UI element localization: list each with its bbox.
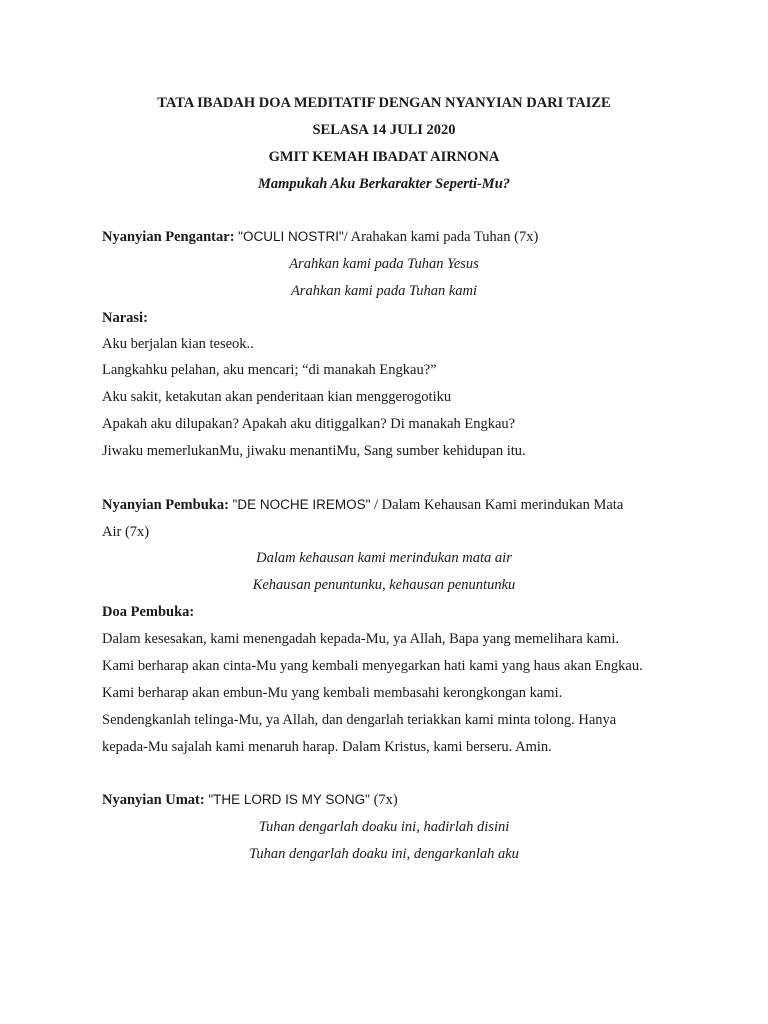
umat-lyric-line: Tuhan dengarlah doaku ini, hadirlah disini bbox=[258, 819, 510, 835]
pengantar-label: Nyanyian Pengantar: bbox=[102, 229, 235, 245]
pembuka-label: Nyanyian Pembuka: bbox=[102, 497, 229, 513]
pembuka-song-rest-continued: Air (7x) bbox=[102, 524, 150, 540]
pengantar-lyric-line: Arahkan kami pada Tuhan kami bbox=[290, 283, 478, 299]
umat-song-rest: (7x) bbox=[373, 792, 398, 808]
pengantar-song-title: "OCULI NOSTRI" bbox=[238, 229, 344, 244]
doa-label: Doa Pembuka: bbox=[102, 604, 195, 620]
pengantar-lyric-line: Arahkan kami pada Tuhan Yesus bbox=[289, 256, 479, 272]
narasi-line: Aku sakit, ketakutan akan penderitaan kian menggerogotiku bbox=[102, 389, 452, 405]
umat-song-title: "THE LORD IS MY SONG" bbox=[208, 792, 370, 807]
umat-label: Nyanyian Umat: bbox=[102, 792, 205, 808]
narasi-label: Narasi: bbox=[102, 310, 148, 326]
pembuka-heading bbox=[102, 496, 623, 514]
doa-line: Kami berharap akan embun-Mu yang kembali membasahi kerongkongan kami. bbox=[102, 685, 563, 701]
narasi-line: Apakah aku dilupakan? Apakah aku ditiggalkan? Di manakah Engkau? bbox=[102, 416, 516, 432]
doa-line: Sendengkanlah telinga-Mu, ya Allah, dan dengarlah teriakkan kami minta tolong. Hanya bbox=[102, 712, 617, 728]
narasi-line: Jiwaku memerlukanMu, jiwaku menantiMu, Sang sumber kehidupan itu. bbox=[102, 443, 526, 459]
doa-line: Dalam kesesakan, kami menengadah kepada-Mu, ya Allah, Bapa yang memelihara kami. bbox=[102, 631, 619, 647]
pengantar-heading bbox=[102, 228, 538, 246]
pembuka-song-title: "DE NOCHE IREMOS" bbox=[232, 497, 371, 512]
umat-lyric-line: Tuhan dengarlah doaku ini, dengarkanlah aku bbox=[249, 846, 519, 862]
narasi-line: Langkahku pelahan, aku mencari; “di manakah Engkau?” bbox=[102, 362, 437, 378]
document-title: TATA IBADAH DOA MEDITATIF DENGAN NYANYIAN DARI TAIZE bbox=[157, 95, 611, 111]
pengantar-song-rest: / Arahakan kami pada Tuhan (7x) bbox=[343, 229, 539, 245]
doa-line: Kami berharap akan cinta-Mu yang kembali menyegarkan hati kami yang haus akan Engkau. bbox=[102, 658, 643, 674]
narasi-line: Aku berjalan kian teseok.. bbox=[102, 336, 254, 352]
pembuka-song-rest: / Dalam Kehausan Kami merindukan Mata bbox=[374, 497, 624, 513]
theme-title: Mampukah Aku Berkarakter Seperti-Mu? bbox=[257, 176, 511, 192]
umat-heading bbox=[102, 791, 398, 809]
document-date: SELASA 14 JULI 2020 bbox=[312, 122, 456, 138]
pembuka-lyric-line: Kehausan penuntunku, kehausan penuntunku bbox=[252, 577, 516, 593]
doa-line: kepada-Mu sajalah kami menaruh harap. Dalam Kristus, kami berseru. Amin. bbox=[102, 739, 552, 755]
church-name: GMIT KEMAH IBADAT AIRNONA bbox=[268, 149, 500, 165]
pembuka-lyric-line: Dalam kehausan kami merindukan mata air bbox=[256, 550, 512, 566]
